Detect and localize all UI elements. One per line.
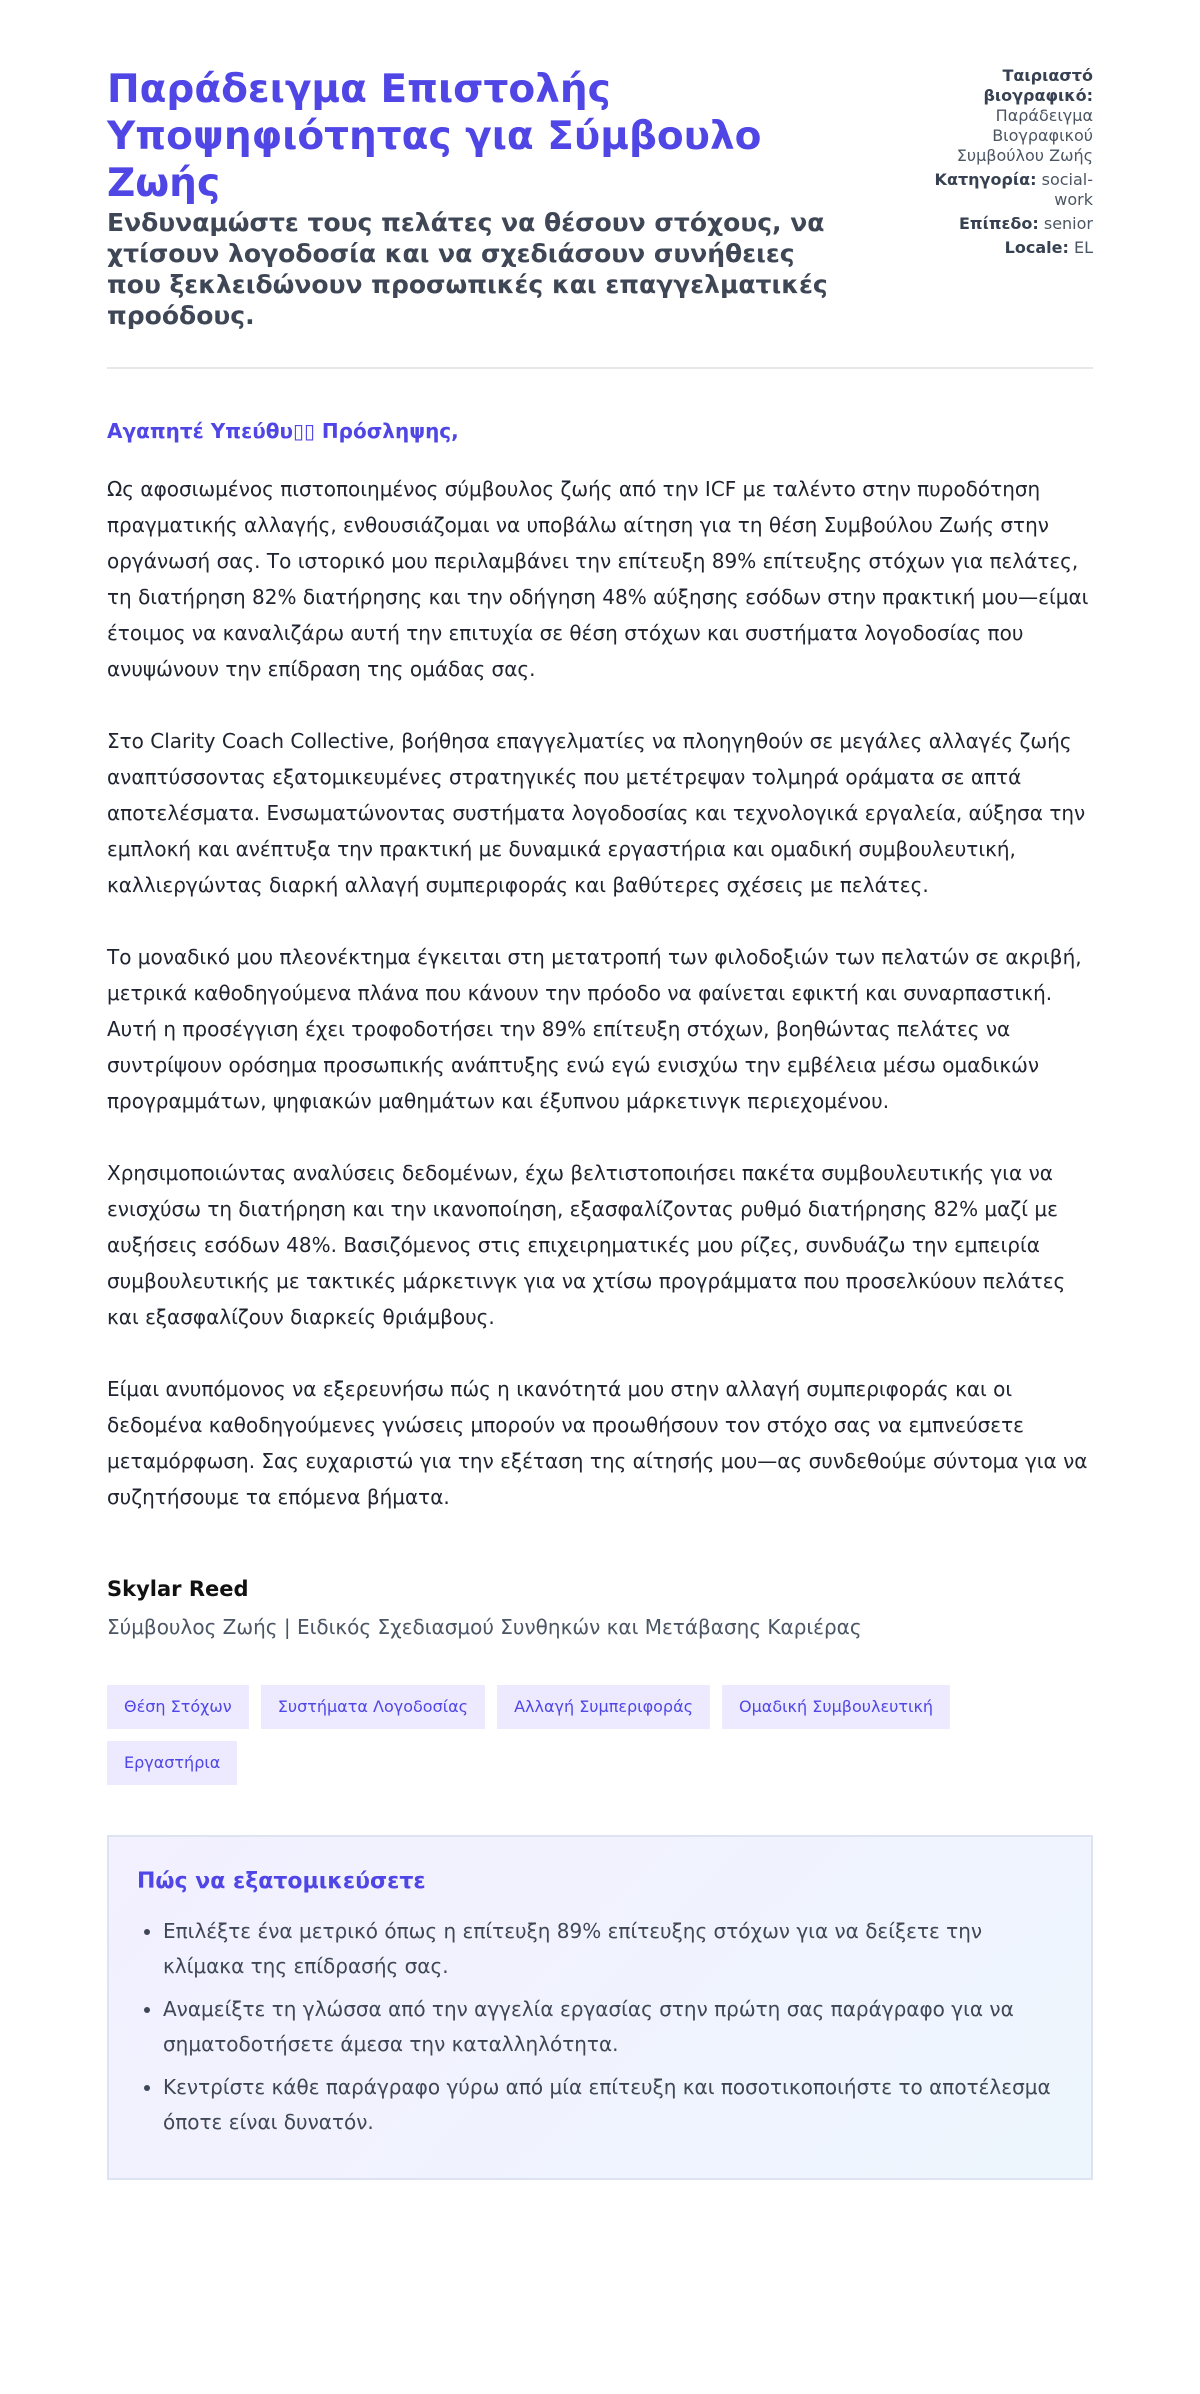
tag: Εργαστήρια [107,1741,237,1785]
customization-tips [107,1835,1093,2180]
header [107,66,1093,369]
tag: Ομαδική Συμβουλευτική [722,1685,950,1729]
tag-list [107,1685,1007,1785]
signature-role: Σύμβουλος Ζωής | Ειδικός Σχεδιασμού Συνθηκών και Μετάβασης Καριέρας [107,1615,862,1639]
locale-value: EL [1073,238,1093,257]
letter-body [107,471,1093,1515]
paragraph: Είμαι ανυπόμονος να εξερευνήσω πώς η ικανότητά μου στην αλλαγή συμπεριφοράς και οι δεδομένα καθοδηγούμενες γνώσεις μπορούν να προωθήσουν τον στόχο σας να εμπνεύσετε μεταμόρφωση. Σας ευχαριστώ για την εξέταση της αίτησής μου—ας συνδεθούμε σύντομα για να συζητήσουμε τα επόμενα βήματα. [107,1377,1088,1509]
level-label: Επίπεδο: [959,214,1039,233]
tag: Θέση Στόχων [107,1685,249,1729]
page-subtitle: Ενδυναμώστε τους πελάτες να θέσουν στόχους, να χτίσουν λογοδοσία και να σχεδιάσουν συνήθειες που ξεκλειδώνουν προσωπικές και επαγγελματικές προόδους. [107,208,828,330]
meta-panel [903,66,1093,331]
locale-label: Locale: [1004,238,1069,257]
paragraph: Το μοναδικό μου πλεονέκτημα έγκειται στη μετατροπή των φιλοδοξιών των πελατών σε ακριβή, μετρικά καθοδηγούμενα πλάνα που κάνουν την πρόοδο να φαίνεται εφικτή και συναρπαστική. Αυτή η προσέγγιση έχει τροφοδοτήσει την 89% επίτευξη στόχων, βοηθώντας πελάτες να συντρίψουν ορόσημα προσωπικής ανάπτυξης ενώ εγώ ενισχύω την εμβέλεια μέσω ομαδικών προγραμμάτων, ψηφιακών μαθημάτων και έξυπνου μάρκετινγκ περιεχομένου. [107,945,1082,1113]
level-value: senior [1043,214,1093,233]
tips-title: Πώς να εξατομικεύσετε [137,1869,426,1894]
category-label: Κατηγορία: [934,170,1037,189]
signature-name: Skylar Reed [107,1577,249,1601]
paragraph: Στο Clarity Coach Collective, βοήθησα επαγγελματίες να πλοηγηθούν σε μεγάλες αλλαγές ζωής αναπτύσσοντας εξατομικευμένες στρατηγικές που μετέτρεψαν τολμηρά οράματα σε απτά αποτελέσματα. Ενσωματώνοντας συστήματα λογοδοσίας και τεχνολογικά εργαλεία, αύξησα την εμπλοκή και ανέπτυξα την πρακτική με δυναμικά εργαστήρια και ομαδική συμβουλευτική, καλλιεργώντας διαρκή αλλαγή συμπεριφοράς και βαθύτερες σχέσεις με πελάτες. [107,729,1086,897]
resume-link[interactable]: Παράδειγμα Βιογραφικού Συμβούλου Ζωής [956,106,1093,165]
resume-label: Ταιριαστό βιογραφικό: [983,66,1093,105]
tag: Αλλαγή Συμπεριφοράς [497,1685,710,1729]
paragraph: Ως αφοσιωμένος πιστοποιημένος σύμβουλος ζωής από την ICF με ταλέντο στην πυροδότηση πραγματικής αλλαγής, ενθουσιάζομαι να υποβάλω αίτηση για τη θέση Συμβούλου Ζωής στην οργάνωσή σας. Το ιστορικό μου περιλαμβάνει την επίτευξη 89% επίτευξης στόχων για πελάτες, τη διατήρηση 82% διατήρησης και την οδήγηση 48% αύξησης εσόδων στην πρακτική μου—είμαι έτοιμος να καναλιζάρω αυτή την επιτυχία σε θέση στόχων και συστήματα λογοδοσίας που ανυψώνουν την επίδραση της ομάδας σας. [107,477,1089,681]
tag: Συστήματα Λογοδοσίας [261,1685,485,1729]
paragraph: Χρησιμοποιώντας αναλύσεις δεδομένων, έχω βελτιστοποιήσει πακέτα συμβουλευτικής για να ενισχύσω τη διατήρηση και την ικανοποίηση, εξασφαλίζοντας ρυθμό διατήρησης 82% μαζί με αυξήσεις εσόδων 48%. Βασιζόμενος στις επιχειρηματικές μου ρίζες, συνδυάζω την εμπειρία συμβουλευτικής με τακτικές μάρκετινγκ για να χτίσω προγράμματα που προσελκύουν πελάτες και εξασφαλίζουν διαρκείς θριάμβους. [107,1161,1066,1329]
tip-item: • Κεντρίστε κάθε παράγραφο γύρω από μία επίτευξη και ποσοτικοποιήστε το αποτέλεσμα όποτε είναι δυνατόν. [163,2070,1063,2140]
tip-item: • Επιλέξτε ένα μετρικό όπως η επίτευξη 89% επίτευξης στόχων για να δείξετε την κλίμακα της επίδρασής σας. [163,1914,1063,1984]
page-title: Παράδειγμα Επιστολής Υποψηφιότητας για Σύμβουλο Ζωής [107,67,762,206]
cover-letter-page [107,66,1093,2180]
tip-item: • Αναμείξτε τη γλώσσα από την αγγελία εργασίας στην πρώτη σας παράγραφο για να σηματοδοτήσετε άμεσα την καταλληλότητα. [163,1992,1063,2062]
salutation: Αγαπητέ Υπεύθυ▯▯ Πρόσληψης, [107,419,459,443]
category-value: social-work [1041,170,1093,209]
